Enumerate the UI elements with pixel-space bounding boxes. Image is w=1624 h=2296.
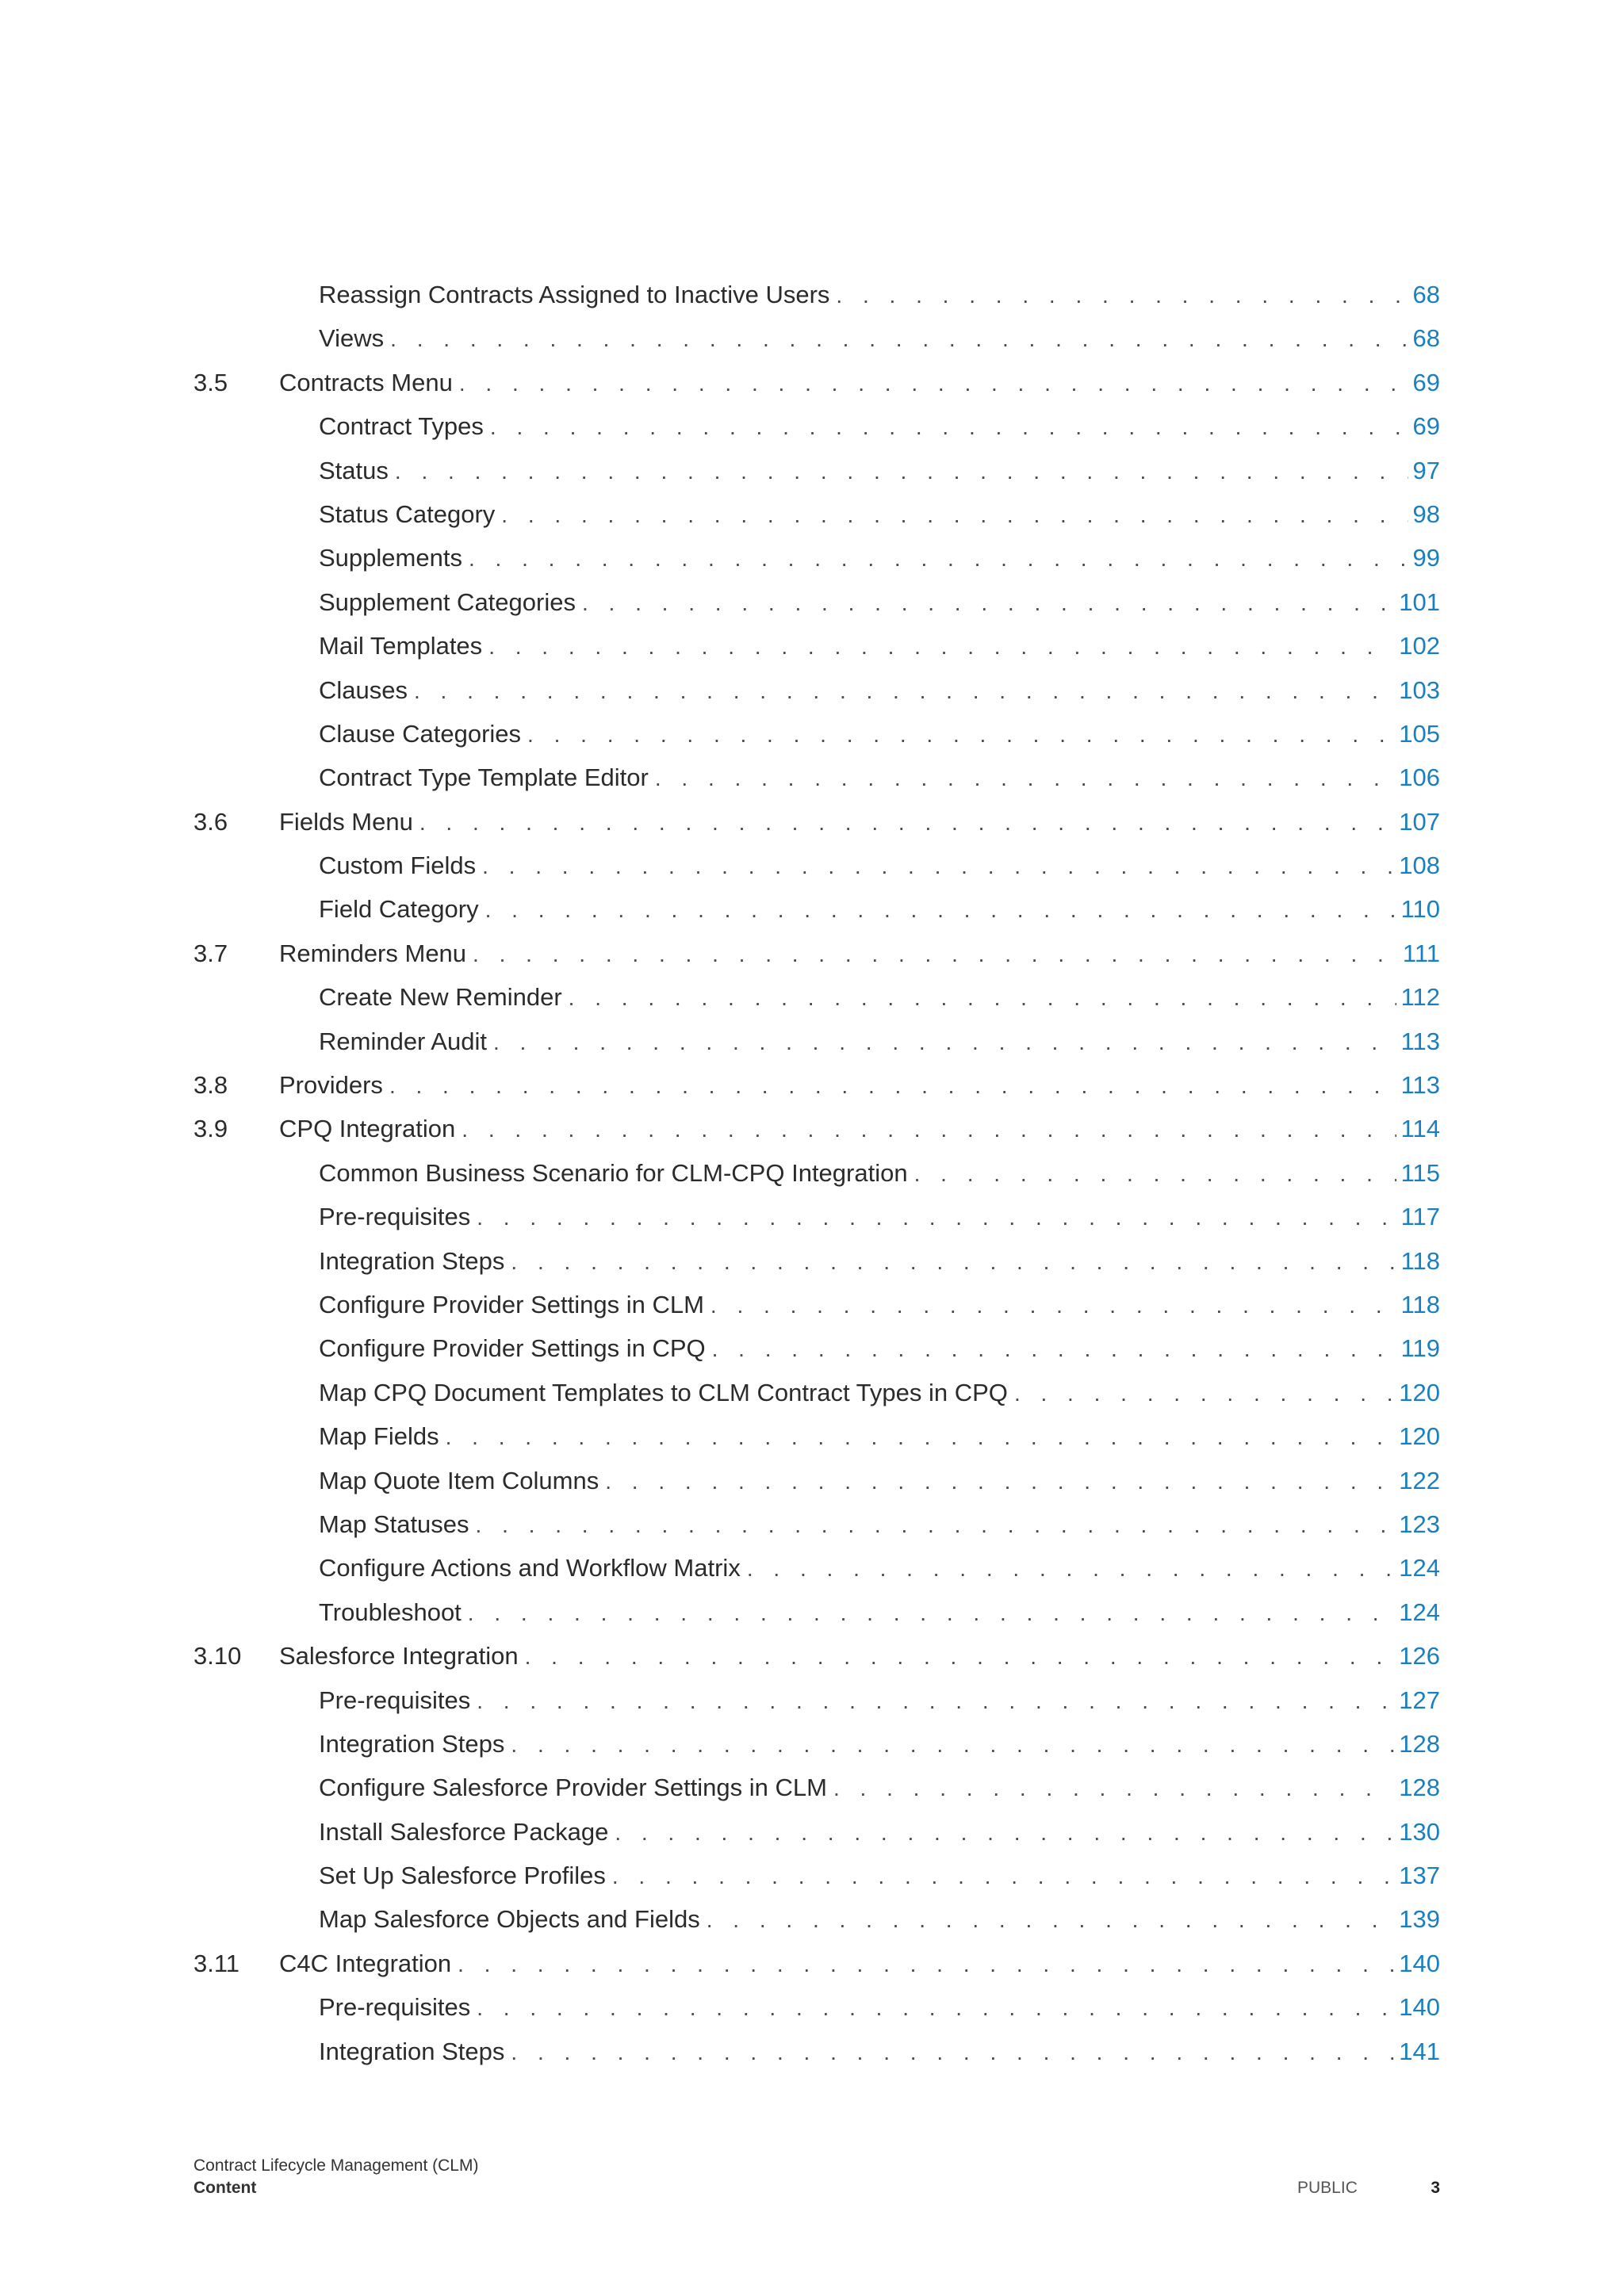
toc-entry-title[interactable]: CPQ Integration [279,1115,456,1143]
toc-dot-leader [511,2030,1394,2074]
toc-entry[interactable] [193,1151,1440,1195]
toc-page-link[interactable]: 128 [1399,1774,1440,1802]
toc-entry-title[interactable]: Pre-requisites [319,1203,471,1231]
toc-dot-leader [468,1591,1394,1635]
toc-page-link[interactable]: 98 [1412,499,1440,528]
toc-page-link[interactable]: 110 [1400,895,1440,924]
toc-page-link[interactable]: 113 [1400,1071,1440,1100]
toc-dot-leader [914,1152,1396,1196]
toc-dot-leader [462,1108,1396,1151]
toc-dot-leader [582,581,1394,625]
toc-page-link[interactable]: 105 [1399,719,1440,748]
toc-page-link[interactable]: 108 [1399,851,1440,880]
toc-dot-leader [419,801,1394,844]
table-of-contents [193,273,1440,2073]
toc-page-link[interactable]: 140 [1399,1993,1440,2022]
toc-page-link[interactable]: 107 [1399,807,1440,836]
toc-dot-leader [612,1854,1394,1898]
toc-dot-leader [389,1064,1396,1108]
toc-page-link[interactable]: 118 [1400,1246,1440,1275]
toc-entry-title[interactable]: Set Up Salesforce Profiles [319,1862,606,1890]
toc-entry-title[interactable]: Configure Provider Settings in CPQ [319,1334,706,1363]
toc-page-link[interactable]: 139 [1399,1905,1440,1934]
toc-entry[interactable] [193,1020,1440,1063]
toc-page-link[interactable]: 97 [1412,456,1440,484]
footer-classification: PUBLIC [1297,2179,1358,2197]
toc-entry[interactable] [193,932,1440,975]
toc-dot-leader [1014,1372,1394,1415]
toc-page-link[interactable]: 106 [1399,763,1440,792]
toc-entry[interactable] [193,1195,1440,1238]
toc-section-number: 3.8 [193,1071,228,1100]
toc-entry-title[interactable]: Status Category [319,499,496,528]
toc-entry[interactable] [193,2030,1440,2073]
toc-page-link[interactable]: 101 [1399,587,1440,616]
toc-entry[interactable] [193,1722,1440,1766]
toc-entry-title[interactable]: Pre-requisites [319,1686,471,1714]
toc-page-link[interactable]: 141 [1399,2037,1440,2065]
toc-dot-leader [482,844,1394,888]
toc-entry-title[interactable]: Pre-requisites [319,1993,471,2022]
toc-dot-leader [527,713,1394,756]
toc-entry[interactable] [193,887,1440,931]
toc-page-link[interactable]: 140 [1399,1949,1440,1977]
toc-dot-leader [477,1679,1394,1723]
toc-entry[interactable] [193,1985,1440,2029]
toc-entry[interactable] [193,1810,1440,1854]
toc-entry-title[interactable]: Contracts Menu [279,368,453,396]
toc-section-number: 3.6 [193,807,228,836]
toc-page-link[interactable]: 113 [1400,1027,1440,1055]
toc-dot-leader [395,450,1408,493]
toc-entry-title[interactable]: Field Category [319,895,479,924]
toc-entry-title[interactable]: Providers [279,1071,383,1100]
toc-entry-title[interactable]: Status [319,456,389,484]
toc-entry[interactable] [193,1459,1440,1502]
toc-dot-leader [488,625,1394,668]
toc-entry-title[interactable]: Views [319,324,385,353]
toc-dot-leader [477,1986,1394,2030]
toc-dot-leader [747,1547,1394,1590]
footer-section-name: Content [193,2179,257,2197]
toc-entry-title[interactable]: Clauses [319,675,408,704]
toc-entry[interactable] [193,1766,1440,1809]
toc-dot-leader [390,317,1408,361]
toc-entry-title[interactable]: Configure Actions and Workflow Matrix [319,1554,741,1582]
toc-entry[interactable] [193,975,1440,1019]
toc-dot-leader [569,976,1396,1020]
toc-entry[interactable] [193,1063,1440,1107]
toc-entry[interactable] [193,1590,1440,1634]
toc-entry[interactable] [193,1371,1440,1414]
toc-entry[interactable] [193,449,1440,492]
toc-entry-title[interactable]: Configure Salesforce Provider Settings in CLM [319,1774,827,1802]
toc-entry[interactable] [193,1678,1440,1722]
toc-page-link[interactable]: 123 [1399,1510,1440,1538]
toc-page-link[interactable]: 69 [1412,368,1440,396]
toc-entry-title[interactable]: Salesforce Integration [279,1642,519,1670]
toc-section-number: 3.7 [193,939,228,967]
toc-entry-title[interactable]: Integration Steps [319,1729,505,1758]
toc-page-link[interactable]: 122 [1399,1466,1440,1494]
toc-page-link[interactable]: 130 [1399,1817,1440,1846]
toc-entry[interactable] [193,492,1440,536]
toc-entry-title[interactable]: Supplements [319,544,462,572]
toc-page-link[interactable]: 124 [1399,1598,1440,1626]
toc-entry[interactable] [193,316,1440,360]
toc-page-link[interactable]: 111 [1402,939,1440,967]
toc-entry-title[interactable]: Install Salesforce Package [319,1817,609,1846]
toc-entry[interactable] [193,1239,1440,1283]
toc-entry-title[interactable]: Mail Templates [319,632,483,660]
toc-dot-leader [833,1766,1394,1810]
toc-entry-title[interactable]: Troubleshoot [319,1598,462,1626]
toc-dot-leader [605,1460,1394,1503]
toc-dot-leader [707,1898,1395,1942]
toc-page-link[interactable]: 128 [1399,1729,1440,1758]
toc-entry-title[interactable]: Fields Menu [279,807,413,836]
toc-entry-title[interactable]: Integration Steps [319,2037,505,2065]
toc-entry-title[interactable]: Supplement Categories [319,587,576,616]
toc-page-link[interactable]: 68 [1412,281,1440,308]
toc-entry[interactable] [193,1326,1440,1370]
toc-entry[interactable] [193,361,1440,404]
toc-entry[interactable] [193,273,1440,316]
toc-entry-title[interactable]: Map CPQ Document Templates to CLM Contract Types in CPQ [319,1378,1008,1406]
toc-page-link[interactable]: 127 [1399,1686,1440,1714]
footer-document-info [193,2155,478,2199]
toc-dot-leader [446,1415,1395,1459]
toc-page-link[interactable]: 120 [1399,1422,1440,1451]
toc-entry-title[interactable]: Map Quote Item Columns [319,1466,599,1494]
toc-entry-title[interactable]: Reminders Menu [279,939,467,967]
toc-dot-leader [511,1240,1396,1284]
toc-entry[interactable] [193,800,1440,844]
toc-dot-leader [511,1723,1394,1766]
toc-entry[interactable] [193,1854,1440,1897]
toc-entry-title[interactable]: Custom Fields [319,851,477,880]
toc-entry-title[interactable]: Clause Categories [319,719,522,748]
toc-page-link[interactable]: 114 [1400,1115,1440,1143]
toc-entry[interactable] [193,1634,1440,1678]
toc-entry[interactable] [193,1414,1440,1458]
toc-dot-leader [710,1284,1396,1327]
toc-entry-title[interactable]: Configure Provider Settings in CLM [319,1290,704,1318]
toc-entry-title[interactable]: Map Fields [319,1422,439,1451]
toc-entry[interactable] [193,1897,1440,1941]
toc-entry[interactable] [193,1546,1440,1590]
toc-entry-title[interactable]: Map Statuses [319,1510,469,1538]
toc-dot-leader [458,1942,1394,1986]
footer-page-number: 3 [1431,2179,1440,2197]
toc-entry-title[interactable]: Reminder Audit [319,1027,487,1055]
toc-page-link[interactable]: 69 [1412,412,1440,441]
toc-entry[interactable] [193,668,1440,712]
toc-dot-leader [712,1327,1396,1371]
footer-document-title: Contract Lifecycle Management (CLM) [193,2156,479,2175]
toc-entry-title[interactable]: Reassign Contracts Assigned to Inactive Users [319,281,830,308]
toc-page-link[interactable]: 137 [1399,1862,1440,1890]
toc-entry[interactable] [193,404,1440,448]
toc-page-link[interactable]: 68 [1412,324,1440,353]
toc-entry[interactable] [193,624,1440,668]
toc-entry-title[interactable]: C4C Integration [279,1949,452,1977]
toc-page-link[interactable]: 126 [1399,1642,1440,1670]
toc-entry-title[interactable]: Contract Type Template Editor [319,763,649,792]
toc-dot-leader [485,888,1396,932]
toc-page-link[interactable]: 99 [1412,544,1440,572]
toc-page-link[interactable]: 102 [1399,632,1440,660]
toc-section-number: 3.10 [193,1642,242,1670]
toc-entry[interactable] [193,712,1440,756]
toc-entry[interactable] [193,1942,1440,1985]
toc-dot-leader [414,669,1394,713]
toc-entry[interactable] [193,1283,1440,1326]
toc-entry-title[interactable]: Integration Steps [319,1246,505,1275]
toc-section-number: 3.9 [193,1115,228,1143]
toc-page-link[interactable]: 118 [1400,1290,1440,1318]
toc-entry[interactable] [193,580,1440,624]
toc-page-link[interactable]: 124 [1399,1554,1440,1582]
toc-dot-leader [615,1811,1394,1854]
toc-entry-title[interactable]: Contract Types [319,412,484,441]
toc-entry[interactable] [193,756,1440,799]
toc-page-link[interactable]: 115 [1400,1158,1440,1187]
toc-dot-leader [493,1020,1396,1064]
toc-dot-leader [459,362,1408,405]
toc-entry[interactable] [193,1107,1440,1150]
toc-page-link[interactable]: 119 [1400,1334,1440,1363]
toc-page-link[interactable]: 120 [1399,1378,1440,1406]
toc-entry[interactable] [193,536,1440,580]
toc-dot-leader [655,756,1394,800]
toc-entry-title[interactable]: Map Salesforce Objects and Fields [319,1905,700,1934]
toc-dot-leader [490,405,1408,449]
toc-dot-leader [477,1196,1396,1239]
toc-entry-title[interactable]: Common Business Scenario for CLM-CPQ Integration [319,1158,908,1187]
toc-page-link[interactable]: 117 [1400,1203,1440,1231]
toc-dot-leader [525,1635,1395,1678]
toc-section-number: 3.5 [193,368,228,396]
toc-page-link[interactable]: 103 [1399,675,1440,704]
toc-dot-leader [476,1503,1395,1547]
toc-entry[interactable] [193,844,1440,887]
toc-page-link[interactable]: 112 [1400,983,1440,1012]
toc-dot-leader [501,493,1408,537]
toc-entry-title[interactable]: Create New Reminder [319,983,562,1012]
toc-dot-leader [836,274,1408,317]
toc-dot-leader [473,932,1398,976]
toc-entry[interactable] [193,1502,1440,1546]
toc-section-number: 3.11 [193,1949,240,1977]
toc-dot-leader [469,537,1408,580]
